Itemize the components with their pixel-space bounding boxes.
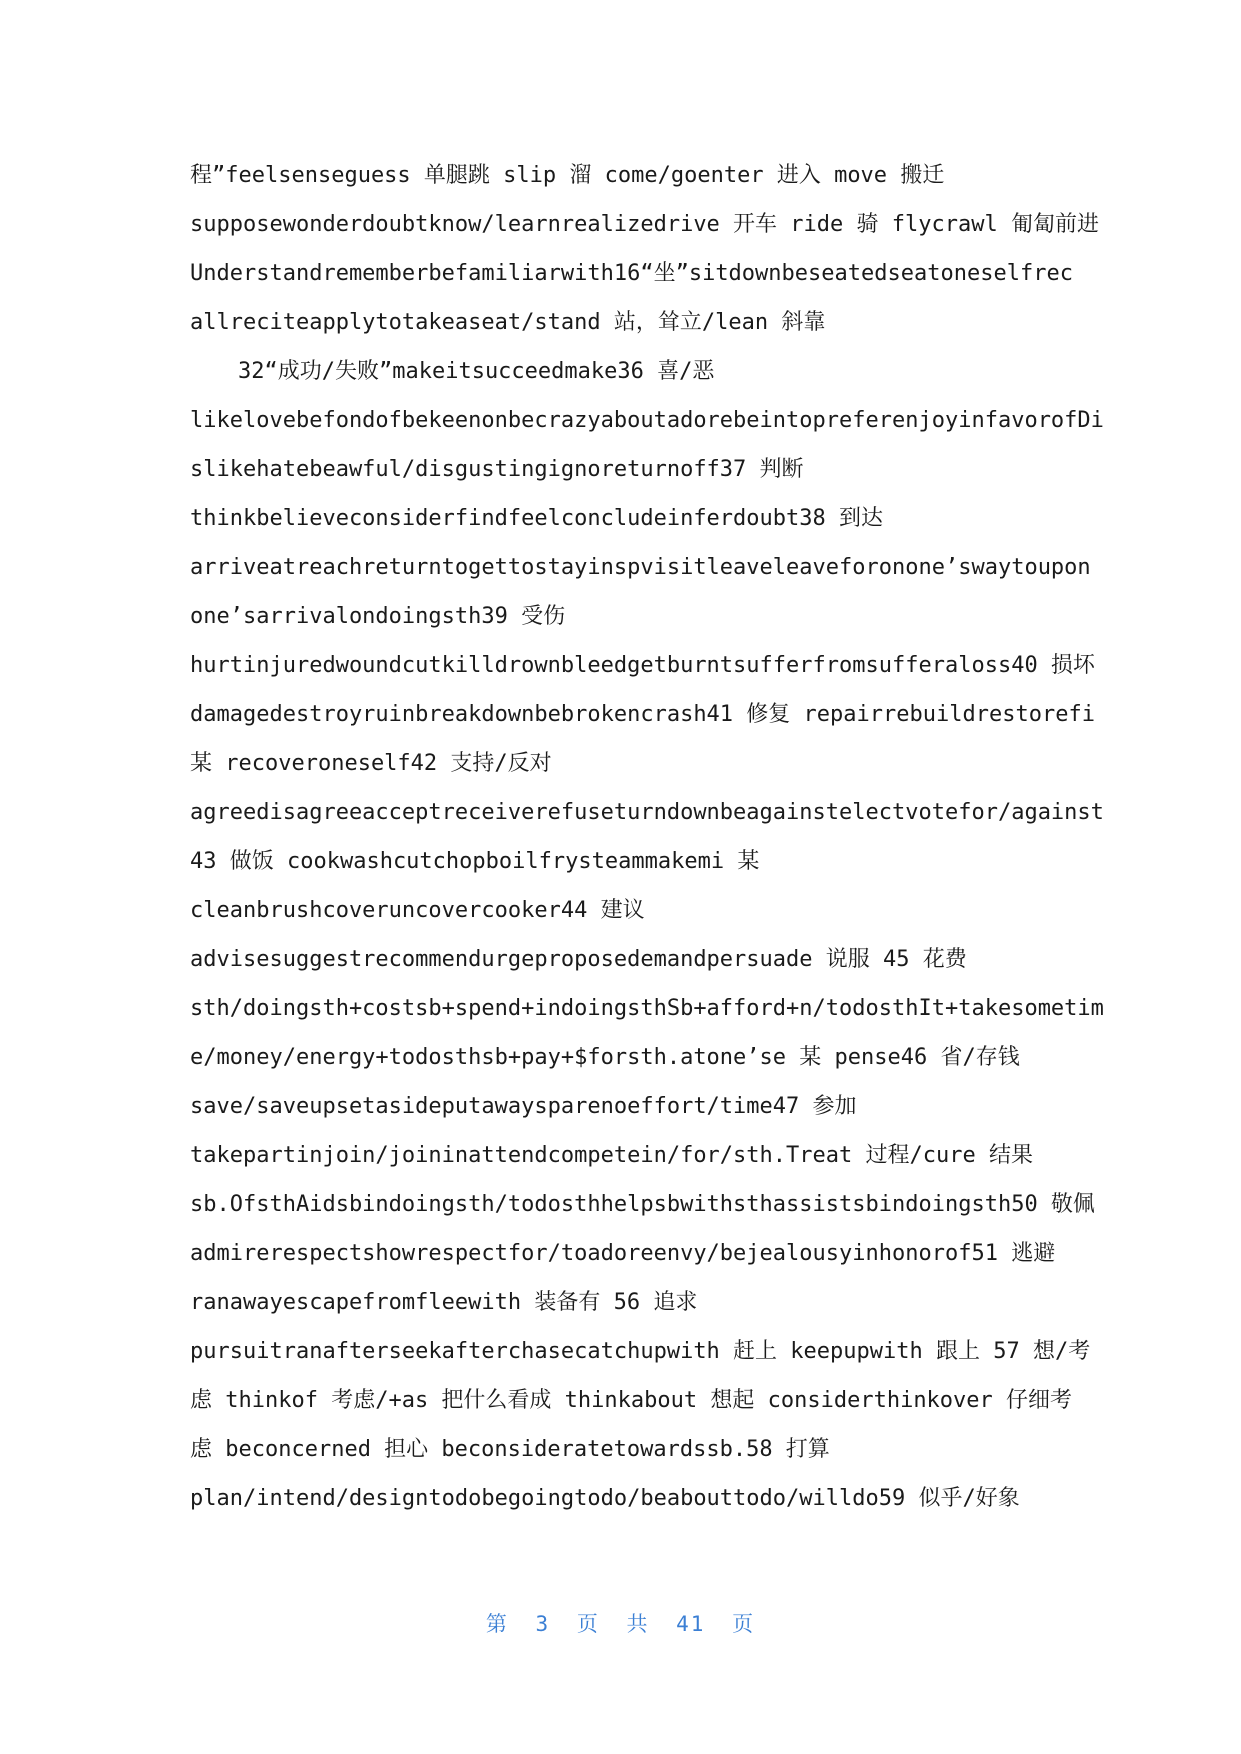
current-page-number: 3 bbox=[535, 1612, 551, 1636]
text-line: slikehatebeawful/disgustingignoreturnoff37 判断 bbox=[190, 457, 804, 482]
footer-label-gong: 共 bbox=[626, 1612, 650, 1636]
text-line: likelovebefondofbekeenonbecrazyaboutadorebeintopreferenjoyinfavorofDi bbox=[190, 408, 1104, 433]
text-line: save/saveupsetasideputawaysparenoeffort/time47 参加 bbox=[190, 1094, 857, 1119]
text-line-paragraph-start: 32“成功/失败”makeitsucceedmake36 喜/恶 bbox=[238, 359, 715, 384]
text-line: agreedisagreeacceptreceiverefuseturndownbeagainstelectvotefor/against bbox=[190, 800, 1104, 825]
text-line: e/money/energy+todosthsb+pay+$forsth.atone’se 某 pense46 省/存钱 bbox=[190, 1045, 1020, 1070]
text-line: pursuitranafterseekafterchasecatchupwith 赶上 keepupwith 跟上 57 想/考 bbox=[190, 1339, 1091, 1364]
text-line: admirerespectshowrespectfor/toadoreenvy/bejealousyinhonorof51 逃避 bbox=[190, 1241, 1056, 1266]
text-line: plan/intend/designtodobegoingtodo/beabouttodo/willdo59 似乎/好象 bbox=[190, 1486, 1020, 1511]
text-line: thinkbelieveconsiderfindfeelconcludeinferdoubt38 到达 bbox=[190, 506, 884, 531]
text-line: supposewonderdoubtknow/learnrealizedrive 开车 ride 骑 flycrawl 匍匐前进 bbox=[190, 212, 1099, 237]
text-line: one’sarrivalondoingsth39 受伤 bbox=[190, 604, 566, 629]
text-line: takepartinjoin/joininattendcompetein/for/sth.Treat 过程/cure 结果 bbox=[190, 1143, 1033, 1168]
text-line: ranawayescapefromfleewith 装备有 56 追求 bbox=[190, 1290, 698, 1315]
text-line: Understandrememberbefamiliarwith16“坐”sitdownbeseatedseatoneselfrec bbox=[190, 261, 1073, 286]
text-line: cleanbrushcoveruncovercooker44 建议 bbox=[190, 898, 645, 923]
text-line: allreciteapplytotakeaseat/stand 站，耸立/lean 斜靠 bbox=[190, 310, 826, 335]
document-body bbox=[190, 151, 1104, 1523]
text-line: 虑 thinkof 考虑/+as 把什么看成 thinkabout 想起 considerthinkover 仔细考 bbox=[190, 1388, 1073, 1413]
footer-label-ye: 页 bbox=[576, 1612, 600, 1636]
page-number-footer bbox=[0, 1608, 1241, 1638]
total-page-count: 41 bbox=[676, 1612, 706, 1636]
text-line: 程”feelsenseguess 单腿跳 slip 溜 come/goenter 进入 move 搬迁 bbox=[190, 163, 945, 188]
text-line: sth/doingsth+costsb+spend+indoingsthSb+afford+n/todosthIt+takesometim bbox=[190, 996, 1104, 1021]
text-line: 43 做饭 cookwashcutchopboilfrysteammakemi 某 bbox=[190, 849, 760, 874]
text-line: advisesuggestrecommendurgeproposedemandpersuade 说服 45 花费 bbox=[190, 947, 967, 972]
text-line: sb.OfsthAidsbindoingsth/todosthhelpsbwithsthassistsbindoingsth50 敬佩 bbox=[190, 1192, 1095, 1217]
footer-label-ye-end: 页 bbox=[732, 1612, 756, 1636]
text-line: arriveatreachreturntogettostayinspvisitleaveleaveforonone’swaytoupon bbox=[190, 555, 1091, 580]
text-line: 虑 beconcerned 担心 beconsideratetowardssb.58 打算 bbox=[190, 1437, 830, 1462]
text-line: 某 recoveroneself42 支持/反对 bbox=[190, 751, 552, 776]
footer-label-di: 第 bbox=[485, 1612, 509, 1636]
text-line: damagedestroyruinbreakdownbebrokencrash41 修复 repairrebuildrestorefi bbox=[190, 702, 1095, 727]
text-line: hurtinjuredwoundcutkilldrownbleedgetburntsufferfromsufferaloss40 损坏 bbox=[190, 653, 1095, 678]
